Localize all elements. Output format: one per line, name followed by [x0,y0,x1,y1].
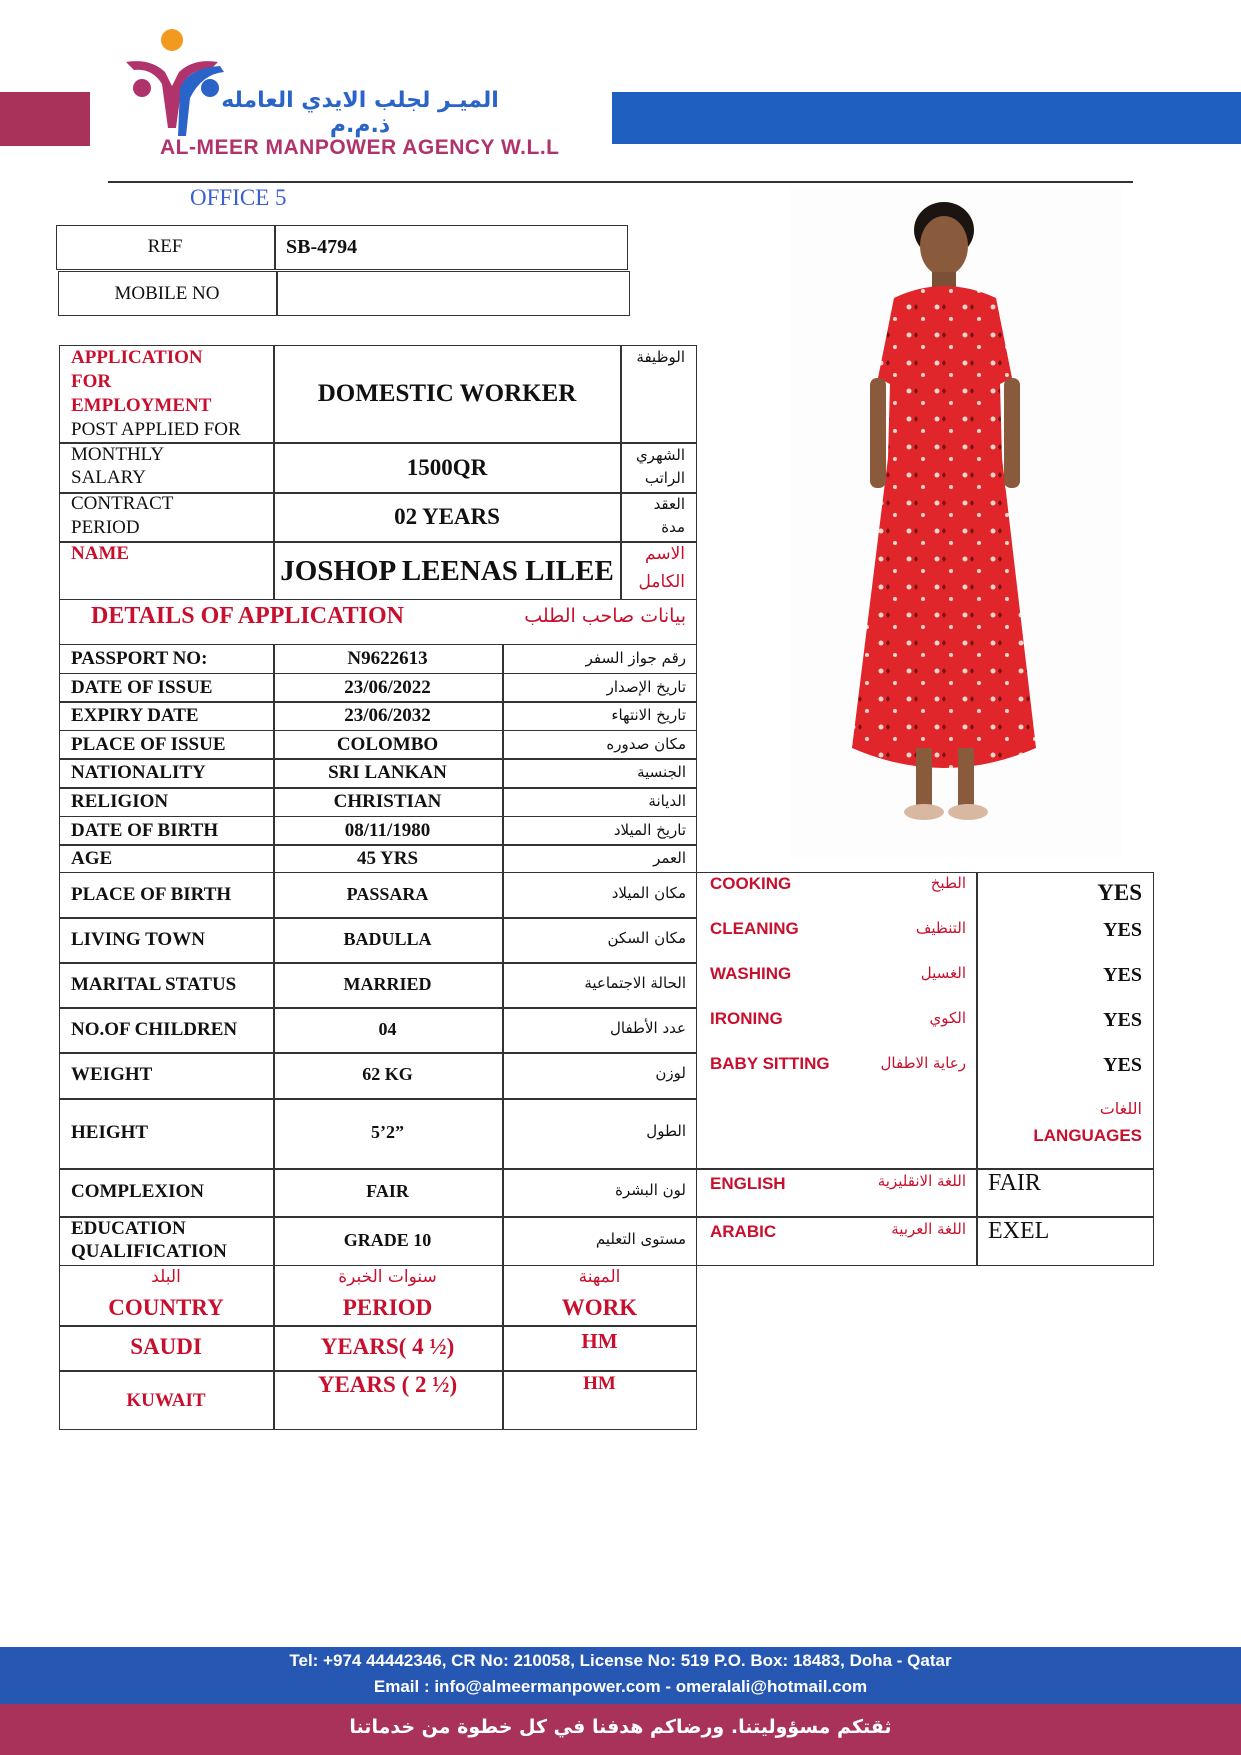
skill-value: YES [1103,964,1142,986]
detail2-label-2: QUALIFICATION [71,1241,227,1262]
name-value: JOSHOP LEENAS LILEE [280,555,614,587]
logo-english-text: AL-MEER MANPOWER AGENCY W.L.L [160,136,560,159]
detail-value: CHRISTIAN [333,791,442,812]
skills-lang-line [696,1168,1154,1170]
name-ar-1: الاسم [645,544,685,564]
detail2-label: LIVING TOWN [71,928,205,950]
details2-row-line [59,1168,697,1170]
header-left-bar [0,92,90,146]
office-label: OFFICE 5 [190,185,287,210]
details-row-line [59,730,697,732]
exp-h-work: WORK [561,1295,638,1320]
detail2-ar: الحالة الاجتماعية [584,973,686,992]
skill-ar: الطبخ [930,874,966,892]
detail-label: PLACE OF ISSUE [71,733,226,755]
detail-value: COLOMBO [336,733,439,755]
details-row-line [59,816,697,818]
detail-label: RELIGION [71,791,169,812]
skill-label: CLEANING [710,919,799,938]
skill-ar: الغسيل [920,964,966,982]
detail2-label: HEIGHT [71,1122,149,1143]
exp-row1 [59,1325,697,1327]
salary-label-2: SALARY [71,467,146,488]
detail-value: N9622613 [347,648,428,669]
detail2-value: 5’2” [371,1122,404,1142]
skill-value: YES [1103,1054,1142,1076]
details2-row-line [59,1098,697,1100]
lang-value: FAIR [988,1170,1041,1196]
detail-ar: العمر [653,849,686,868]
skill-value: YES [1103,1009,1142,1031]
detail-value: 45 YRS [356,848,419,870]
detail-value: 23/06/2032 [344,705,431,727]
skill-ar: رعاية الاطفال [880,1054,966,1072]
exp-country-2: KUWAIT [126,1390,206,1411]
detail-label: DATE OF ISSUE [71,676,213,698]
app-row3 [59,541,697,543]
skill-label: WASHING [710,964,792,983]
detail2-label: COMPLEXION [71,1181,204,1202]
contract-label-2: PERIOD [71,517,140,538]
details-title-ar: بيانات صاحب الطلب [524,605,686,627]
exp-h-period-ar: سنوات الخبرة [338,1267,437,1287]
detail2-ar: مستوى التعليم [595,1230,686,1248]
skill-label: IRONING [710,1009,783,1028]
details2-row-line [59,962,697,964]
details-row-line [59,701,697,703]
exp-country-1: SAUDI [130,1334,202,1359]
exp-h-work-ar: المهنة [578,1267,621,1287]
ref-value: SB-4794 [286,236,358,258]
exp-h-country-ar: البلد [151,1267,181,1287]
detail-label: PASSPORT NO: [71,648,208,669]
detail2-ar: الطول [646,1122,686,1140]
salary-ar-2: الراتب [644,469,685,487]
detail2-ar: عدد الأطفال [610,1018,686,1037]
detail-ar: رقم جواز السفر [585,649,686,667]
ref-label: REF [147,236,183,257]
header-right-bar [612,92,1241,144]
lang-ar: اللغة العربية [891,1220,966,1238]
detail2-ar: مكان الميلاد [611,883,686,902]
detail2-label: EDUCATION [71,1218,186,1239]
detail-label: AGE [71,848,113,870]
details2-row-line [59,917,697,919]
header-divider [108,181,1133,183]
lang-label: ENGLISH [710,1174,786,1193]
detail-ar: تاريخ الانتهاء [611,706,686,725]
detail-ar: تاريخ الميلاد [613,820,686,839]
exp-work-1: HM [581,1329,618,1353]
name-label: NAME [71,543,130,564]
post-value: DOMESTIC WORKER [317,380,577,407]
details-title: DETAILS OF APPLICATION [91,603,404,629]
detail2-value: FAIR [366,1181,409,1201]
exp-h-country: COUNTRY [108,1295,224,1320]
app-title-l3: EMPLOYMENT [71,395,212,416]
skill-label: BABY SITTING [710,1054,830,1073]
lang-value: EXEL [988,1218,1050,1244]
skill-value: YES [1097,880,1142,905]
detail-label: DATE OF BIRTH [71,819,219,841]
details2-row-line [59,1007,697,1009]
contract-label-1: CONTRACT [71,493,174,514]
applicant-photo [790,188,1122,858]
details-row-line [59,787,697,789]
detail2-ar: لون البشرة [615,1181,686,1199]
detail-label: EXPIRY DATE [71,705,199,727]
detail2-value: 62 KG [362,1064,413,1084]
detail2-label: MARITAL STATUS [71,973,237,995]
details-row-line [59,844,697,846]
app-title-l1: APPLICATION [71,347,203,368]
exp-period-2: YEARS ( 2 ½) [317,1372,458,1397]
skill-value: YES [1103,919,1142,941]
languages-title-ar: اللغات [1099,1099,1142,1118]
contract-ar-1: العقد [653,495,685,513]
contract-value: 02 YEARS [394,504,500,529]
name-ar-2: الكامل [638,572,685,592]
detail2-value: 04 [378,1018,397,1039]
contract-ar-2: مدة [661,518,685,536]
languages-title: LANGUAGES [1033,1126,1142,1145]
detail-ar: مكان صدوره [606,734,686,753]
detail-ar: تاريخ الإصدار [606,677,686,696]
post-label: POST APPLIED FOR [71,419,241,440]
skill-ar: التنظيف [915,919,966,937]
details-row-line [59,758,697,760]
ref-divider [274,225,276,270]
skill-label: COOKING [710,874,792,893]
logo-arabic-text: الميـر لجلب الايدي العامله ذ.م.م [221,88,499,138]
skills-col [976,872,978,1168]
detail2-value: BADULLA [343,928,432,949]
details2-row-line [59,1052,697,1054]
footer-line-2: Email : info@almeermanpower.com - omeralali@hotmail.com [373,1677,868,1696]
footer-line-1: Tel: +974 44442346, CR No: 210058, License No: 519 P.O. Box: 18483, Doha - Qatar [289,1651,952,1670]
mobile-label: MOBILE NO [114,283,220,304]
detail-value: 23/06/2022 [344,676,431,698]
lang-row-line [696,1216,1154,1218]
detail-ar: الجنسية [637,763,686,782]
skill-ar: الكوي [929,1009,966,1027]
detail2-value: GRADE 10 [343,1230,432,1250]
salary-ar-1: الشهري [635,446,685,464]
detail-value: 08/11/1980 [344,819,431,841]
details-row-line [59,673,697,675]
detail2-label: NO.OF CHILDREN [71,1018,238,1040]
detail2-value: MARRIED [343,973,432,994]
detail2-ar: لوزن [655,1064,686,1082]
salary-label-1: MONTHLY [71,444,165,465]
mobile-divider [276,271,278,316]
footer-slogan: ثقتكم مسؤوليتنا. ورضاكم هدفنا في كل خطوة من خدماتنا [349,1716,892,1738]
detail2-ar: مكان السكن [607,928,686,947]
exp-h-period: PERIOD [342,1295,433,1320]
detail2-value: PASSARA [346,883,429,904]
lang-label: ARABIC [710,1222,777,1241]
lang-col [976,1168,978,1266]
lang-ar: اللغة الانقليزية [877,1172,966,1190]
exp-period-1: YEARS( 4 ½) [320,1334,455,1359]
exp-work-2: HM [583,1373,616,1394]
detail-value: SRI LANKAN [328,762,447,784]
salary-value: 1500QR [406,455,488,480]
detail2-label: PLACE OF BIRTH [71,883,232,905]
detail2-label: WEIGHT [71,1064,153,1085]
app-title-l2: FOR [71,371,112,392]
detail-ar: الديانة [648,792,686,810]
post-ar: الوظيفة [636,348,685,366]
detail-label: NATIONALITY [71,762,206,784]
